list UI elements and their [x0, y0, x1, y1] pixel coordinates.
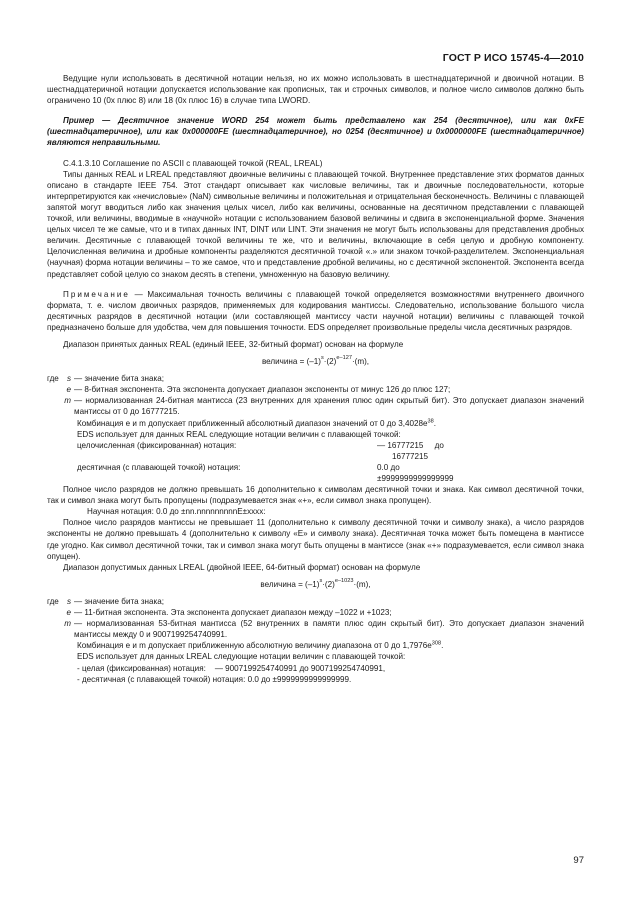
- document-body: [47, 73, 584, 685]
- real-combination-exp: 38: [427, 417, 434, 424]
- real-var-e: [47, 384, 584, 395]
- real-intro: Диапазон принятых данных REAL (единый IEEE, 32-битный формат) основан на формуле: [63, 339, 404, 349]
- real-dec-notation: [47, 462, 584, 484]
- real-combination: [47, 418, 584, 429]
- real-var-s-text: — значение бита знака;: [74, 374, 164, 384]
- section-heading: С.4.1.3.10 Соглашение по ASCII с плавающей точкой (REAL, LREAL): [63, 158, 323, 168]
- real-eds-intro: EDS использует для данных REAL следующие нотации величин с плавающей точкой:: [77, 429, 401, 439]
- real-int-label: целочисленная (фиксированная) нотация:: [77, 440, 237, 450]
- paragraph-real-lreal: Типы данных REAL и LREAL представляют двоичные величины с плавающей точкой. Внутреннее представление этих форматов данных описано в стандарте IEEE 754. Этот стандарт описывает как числовые величины, так и двоичные последовательности, которые интерпретируются как «нечисловые» (NaN) символьные величины и положительная и отрицательная бесконечность. Величины с плавающей запятой могут вводиться либо как значения целых чисел, либо как величины, основанные на десятичном представлении с плавающей точкой, или величины, вводимые в «научной» нотации с использованием базовой величины и сдвига в экспоненциальной форме. Значения целых чисел те же самые, что и в типах данных INT, DINT или LINT. Эти значения не могут быть использованы для представления дробных величин. Десятичные с плавающей точкой величины те же, что и величины, включающие в себя целую и дробную компоненту. Целочисленная величина и дробные компоненты разделяются десятичной точкой «.» или знаком точкой-разделителем. Экспоненциальная (научная) форма нотации величины – то же самое, что и представление дробной величины, но с десятичной экспонентой. Экспонента всегда представляет собой целую со знаком десять в степени, умноженную на базовую величину.: [47, 169, 584, 279]
- real-digits-paragraph: Полное число разрядов не должно превышать 16 дополнительно к символам десятичной точки и знака. Как символ десятичной точки, так и символ знака могут быть пропущены (подразумевается знак «+», если символ знака пропущен).: [47, 485, 584, 506]
- lreal-dec-notation: - десятичная (с плавающей точкой) нотация: 0.0 до ±9999999999999999.: [77, 674, 352, 684]
- note-text: — Максимальная точность величины с плавающей точкой определяется возможностями внутреннего двоичного формата, т. е. числом двоичных разрядов, применяемых для кодирования мантиссы. Следовательно, использование большого числа десятичных разрядов в десятичной нотации (или составляющей мантиссу части научной нотации) величины с плавающей точкой предназначено больше для удобства, чем для повышения точности. EDS определяет произвольные пределы числа десятичных разрядов.: [47, 289, 584, 332]
- lreal-intro: Диапазон допустимых данных LREAL (двойной IEEE, 64-битный формат) основан на формуле: [63, 562, 421, 572]
- real-var-s-symbol: s: [66, 374, 71, 384]
- real-var-e-text: — 8-битная экспонента. Эта экспонента допускает диапазон экспоненты от минус 126 до плюс 127;: [74, 385, 451, 395]
- real-dec-values: [377, 462, 584, 484]
- lreal-formula-exp: e–1023: [334, 578, 354, 585]
- lreal-combination-text: Комбинация e и m допускает приближенную абсолютную величину диапазона от 0 до 1,7976e: [77, 641, 432, 651]
- real-formula-suffix: ·(m),: [351, 357, 370, 367]
- real-scientific-notation: Научная нотация: 0.0 до ±nn.nnnnnnnnnE±xxxx:: [87, 507, 266, 517]
- real-var-e-symbol: e: [66, 385, 71, 395]
- page-number: 97: [573, 855, 584, 866]
- real-combination-end: .: [433, 418, 436, 428]
- example-paragraph: Пример — Десятичное значение WORD 254 может быть представлено как 254 (десятичное), или как 0xFE (шестнадцатеричное), или как 0x000000FE (шестнадцатеричное), но 0254 (десятичное) и 0x0000000FE (шестнадцатеричное) являются неправильными.: [47, 116, 584, 148]
- note-label: Примечание: [63, 289, 130, 299]
- lreal-eds-intro: EDS использует для данных LREAL следующие нотации величин с плавающей точкой:: [77, 652, 406, 662]
- real-formula-prefix: величина = (–1): [261, 357, 321, 367]
- lreal-var-e-symbol: e: [66, 608, 71, 618]
- lreal-formula-base: ·(2): [322, 579, 335, 589]
- real-int-value-1: — 16777215 до: [377, 440, 444, 450]
- lreal-var-m-text: — нормализованная 53-битная мантисса (52 внутренних в памяти плюс один скрытый бит). Это допускает диапазон значений мантиссы между 0 и 9007199254740991.: [74, 619, 584, 640]
- real-formula-sign-exp: s: [320, 355, 324, 362]
- real-combination-text: Комбинация e и m допускает приближенный абсолютный диапазон значений от 0 до 3,4028e: [77, 418, 428, 428]
- real-dec-value-2: ±9999999999999999: [377, 474, 454, 483]
- lreal-var-e-text: — 11-битная экспонента. Эта экспонента допускает диапазон между –1022 и +1023;: [74, 608, 392, 618]
- lreal-var-m-symbol: m: [64, 619, 71, 629]
- real-int-values: [377, 440, 584, 462]
- lreal-formula-prefix: величина = (–1): [260, 579, 320, 589]
- real-formula: [47, 356, 584, 367]
- lreal-var-s-text: — значение бита знака;: [74, 596, 164, 606]
- real-mantissa-paragraph: Полное число разрядов мантиссы не превышает 11 (дополнительно к символу десятичной точки и символу знака), а число разрядов экспоненты не должно превышать 4 (дополнительно к символу «E» и символу знака). Десятичная точка может быть помещена в мантиссе где угодно. Как символ десятичной точки, так и символ знака могут быть опущены в мантиссе (знак «+» подразумевается, если символ знака опущен).: [47, 518, 584, 561]
- lreal-combination-end: .: [441, 641, 444, 651]
- lreal-combination: [47, 640, 584, 651]
- real-int-value-2: 16777215: [392, 451, 429, 461]
- lreal-var-s: где s — значение бита знака;: [47, 596, 584, 607]
- paragraph-leading-zeros: Ведущие нули использовать в десятичной нотации нельзя, но их можно использовать в шестнадцатеричной и двоичной нотации. В шестнадцатеричной нотации допускается использование как прописных, так и строчных символов, и полное число символов должно быть ограничено 10 (0x плюс 8) или 18 (0x плюс 16) в случае типа LWORD.: [47, 74, 584, 106]
- lreal-combination-exp: 308: [431, 640, 442, 647]
- real-int-notation: [47, 440, 584, 462]
- document-header-title: ГОСТ Р ИСО 15745-4—2010: [442, 52, 584, 64]
- real-var-m-symbol: m: [64, 396, 71, 406]
- lreal-var-s-symbol: s: [66, 596, 71, 606]
- lreal-var-m: [47, 618, 584, 640]
- real-var-m-text: — нормализованная 24-битная мантисса (23 внутренних для хранения плюс один скрытый бит). Это допускает диапазон значений мантиссы от 0 до 16777215.: [74, 396, 584, 417]
- lreal-int-notation: - целая (фиксированная) нотация: — 9007199254740991 до 9007199254740991,: [77, 663, 386, 673]
- real-formula-base: ·(2): [323, 357, 337, 367]
- real-formula-exp: e–127: [336, 355, 352, 362]
- real-dec-label: десятичная (с плавающей точкой) нотация:: [77, 462, 241, 472]
- lreal-formula: [47, 579, 584, 590]
- note-paragraph: [47, 289, 584, 333]
- lreal-formula-sign-exp: s: [319, 578, 323, 585]
- real-var-s: где s — значение бита знака;: [47, 373, 584, 384]
- lreal-var-e: [47, 607, 584, 618]
- lreal-formula-suffix: ·(m),: [353, 579, 371, 589]
- real-var-m: [47, 395, 584, 417]
- real-dec-value-1: 0.0 до: [377, 462, 400, 472]
